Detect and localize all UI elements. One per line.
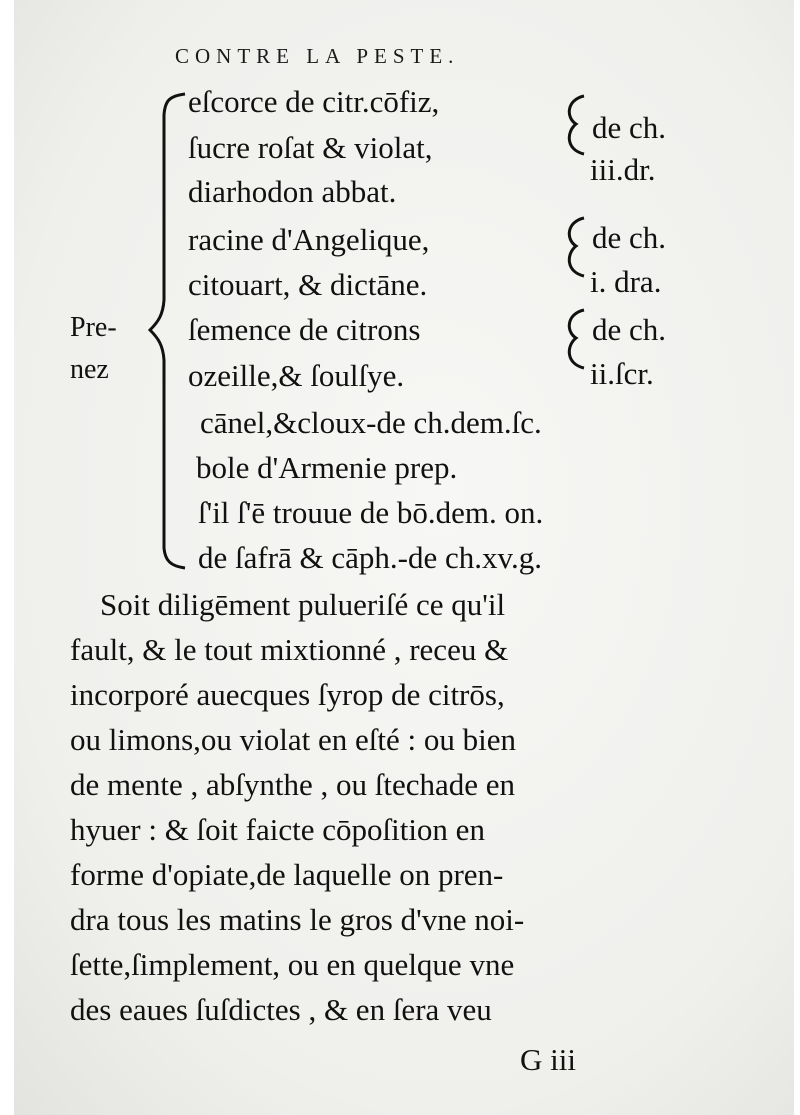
large-left-brace [150, 94, 185, 568]
running-head: CONTRE LA PESTE. [175, 44, 460, 68]
ingredient-line: bole d'Armenie prep. [196, 450, 458, 485]
dose-quantity: de ch. [592, 312, 667, 347]
dose-amount: ii.ſcr. [590, 356, 654, 391]
ingredient-line: cānel,&cloux-de ch.dem.ſc. [200, 405, 542, 440]
dose-amount: i. dra. [590, 264, 662, 299]
prenez-label-line-2: nez [70, 354, 109, 385]
ingredient-line: ſucre roſat & violat, [188, 130, 433, 165]
paragraph-line: incorporé auecques ſyrop de citrōs, [70, 677, 505, 712]
signature-mark: G iii [520, 1042, 576, 1077]
paragraph-line: ſette,ſimplement, ou en quelque vne [70, 947, 515, 982]
dose-brace [569, 218, 584, 276]
paragraph-line: de mente , abſynthe , ou ſtechade en [70, 767, 516, 802]
dose-amount: iii.dr. [590, 152, 656, 187]
paragraph-line: forme d'opiate,de laquelle on pren- [70, 857, 504, 892]
ingredient-line: racine d'Angelique, [188, 222, 430, 257]
dose-quantity: de ch. [592, 220, 667, 255]
prenez-label-line-1: Pre- [70, 312, 117, 343]
paragraph-line: ou limons,ou violat en eſté : ou bien [70, 722, 516, 757]
paragraph-line: hyuer : & ſoit faicte cōpoſition en [70, 812, 485, 847]
ingredient-line: de ſafrā & cāph.-de ch.xv.g. [198, 540, 542, 575]
dose-quantity: de ch. [592, 110, 667, 145]
dose-brace [569, 96, 584, 154]
ingredient-line: ſ'il ſ'ē trouue de bō.dem. on. [198, 495, 544, 530]
dose-brace [569, 310, 584, 368]
ingredient-line: ſemence de citrons [188, 312, 421, 347]
paragraph-line: des eaues ſuſdictes , & en ſera veu [70, 992, 492, 1027]
paragraph-line: dra tous les matins le gros d'vne noi- [70, 902, 525, 937]
ingredient-line: diarhodon abbat. [188, 174, 397, 209]
paragraph-line: fault, & le tout mixtionné , receu & [70, 632, 509, 667]
ingredient-line: citouart, & dictāne. [188, 267, 428, 302]
ingredient-line: eſcorce de citr.cōfiz, [188, 84, 440, 119]
ingredient-line: ozeille,& ſoulſye. [188, 358, 405, 393]
paragraph-line: Soit diligēment pulueriſé ce qu'il [100, 587, 506, 622]
